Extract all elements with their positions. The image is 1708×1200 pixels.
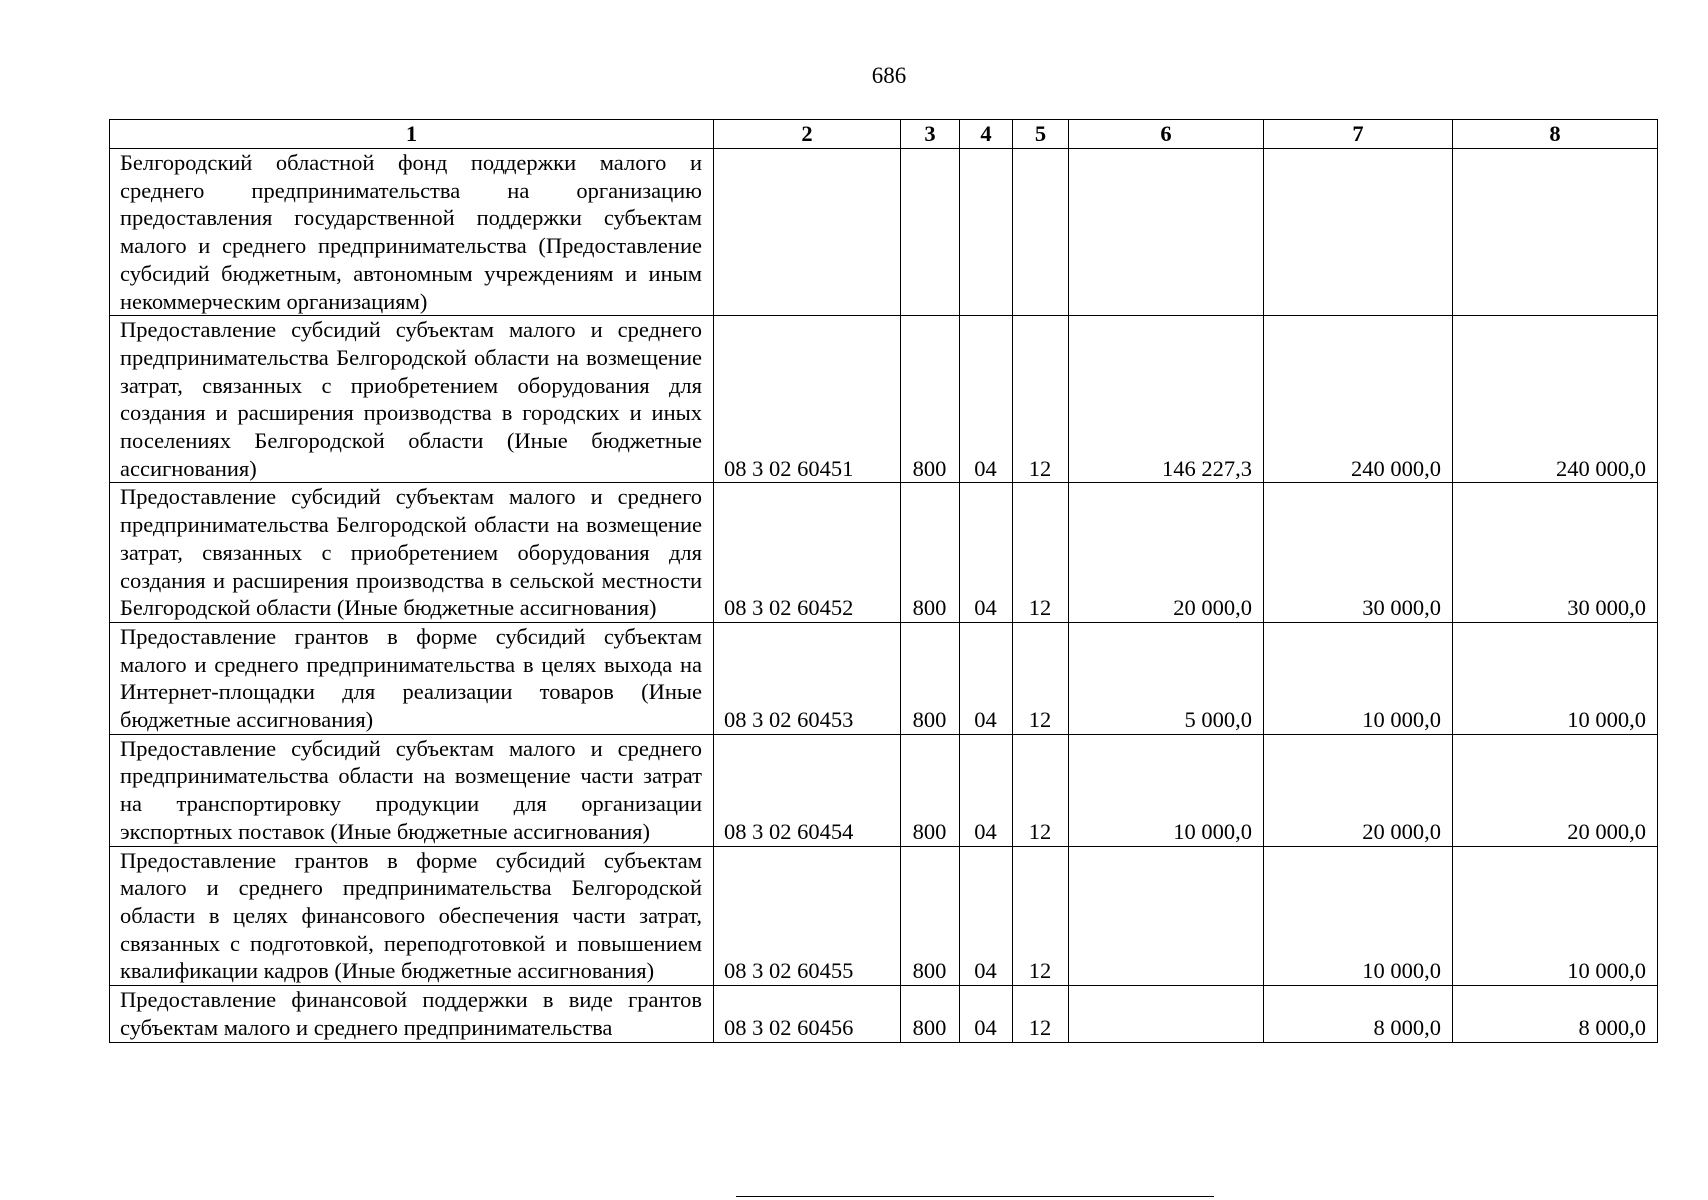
page-number: 686 — [871, 63, 907, 88]
amount-col-7 — [1264, 149, 1453, 316]
amount-col-7: 240 000,0 — [1264, 316, 1453, 483]
table-row — [110, 149, 1658, 316]
column-header: 8 — [1453, 120, 1658, 149]
table-row — [110, 846, 1658, 986]
subsection: 12 — [1013, 622, 1069, 734]
amount-col-6 — [1069, 986, 1264, 1042]
amount-col-6 — [1069, 149, 1264, 316]
subsection: 12 — [1013, 846, 1069, 986]
section: 04 — [960, 483, 1013, 623]
row-description: Предоставление грантов в форме субсидий субъектам малого и среднего предпринимательства в целях выхода на Интернет-площадки для реализации товаров (Иные бюджетные ассигнования) — [110, 622, 714, 734]
amount-col-7: 10 000,0 — [1264, 846, 1453, 986]
expense-type: 800 — [901, 846, 960, 986]
row-description: Предоставление грантов в форме субсидий субъектам малого и среднего предпринимательства Белгородской области в целях финансового обеспечения части затрат, связанных с подготовкой, переподготовкой и повышением квалификации кадров (Иные бюджетные ассигнования) — [110, 846, 714, 986]
amount-col-7: 20 000,0 — [1264, 734, 1453, 846]
table-row — [110, 622, 1658, 734]
amount-col-7: 8 000,0 — [1264, 986, 1453, 1042]
target-code: 08 3 02 60455 — [714, 846, 901, 986]
budget-table — [109, 119, 1658, 1043]
subsection: 12 — [1013, 483, 1069, 623]
column-header: 5 — [1013, 120, 1069, 149]
amount-col-8: 30 000,0 — [1453, 483, 1658, 623]
footer-rule — [736, 1196, 1214, 1197]
expense-type — [901, 149, 960, 316]
section: 04 — [960, 622, 1013, 734]
column-header: 3 — [901, 120, 960, 149]
row-description: Предоставление субсидий субъектам малого и среднего предпринимательства Белгородской области на возмещение затрат, связанных с приобретением оборудования для создания и расширения производства в городских и иных поселениях Белгородской области (Иные бюджетные ассигнования) — [110, 316, 714, 483]
row-description: Предоставление субсидий субъектам малого и среднего предпринимательства области на возмещение части затрат на транспортировку продукции для организации экспортных поставок (Иные бюджетные ассигнования) — [110, 734, 714, 846]
expense-type: 800 — [901, 734, 960, 846]
section: 04 — [960, 986, 1013, 1042]
column-header: 1 — [110, 120, 714, 149]
amount-col-8: 10 000,0 — [1453, 846, 1658, 986]
expense-type: 800 — [901, 316, 960, 483]
subsection: 12 — [1013, 316, 1069, 483]
row-description: Предоставление субсидий субъектам малого и среднего предпринимательства Белгородской области на возмещение затрат, связанных с приобретением оборудования для создания и расширения производства в сельской местности Белгородской области (Иные бюджетные ассигнования) — [110, 483, 714, 623]
subsection — [1013, 149, 1069, 316]
expense-type: 800 — [901, 986, 960, 1042]
column-header: 7 — [1264, 120, 1453, 149]
column-header: 2 — [714, 120, 901, 149]
target-code: 08 3 02 60451 — [714, 316, 901, 483]
amount-col-6: 20 000,0 — [1069, 483, 1264, 623]
expense-type: 800 — [901, 622, 960, 734]
section — [960, 149, 1013, 316]
amount-col-8: 8 000,0 — [1453, 986, 1658, 1042]
amount-col-6: 146 227,3 — [1069, 316, 1264, 483]
amount-col-8 — [1453, 149, 1658, 316]
target-code — [714, 149, 901, 316]
target-code: 08 3 02 60456 — [714, 986, 901, 1042]
subsection: 12 — [1013, 986, 1069, 1042]
table-row — [110, 986, 1658, 1042]
amount-col-6: 10 000,0 — [1069, 734, 1264, 846]
target-code: 08 3 02 60453 — [714, 622, 901, 734]
table-row — [110, 316, 1658, 483]
table-row — [110, 483, 1658, 623]
header-row — [110, 120, 1658, 149]
target-code: 08 3 02 60452 — [714, 483, 901, 623]
target-code: 08 3 02 60454 — [714, 734, 901, 846]
column-header: 4 — [960, 120, 1013, 149]
table-row — [110, 734, 1658, 846]
section: 04 — [960, 846, 1013, 986]
amount-col-7: 30 000,0 — [1264, 483, 1453, 623]
section: 04 — [960, 316, 1013, 483]
column-header: 6 — [1069, 120, 1264, 149]
amount-col-6 — [1069, 846, 1264, 986]
section: 04 — [960, 734, 1013, 846]
row-description: Белгородский областной фонд поддержки малого и среднего предпринимательства на организацию предоставления государственной поддержки субъектам малого и среднего предпринимательства (Предоставление субсидий бюджетным, автономным учреждениям и иным некоммерческим организациям) — [110, 149, 714, 316]
amount-col-8: 10 000,0 — [1453, 622, 1658, 734]
subsection: 12 — [1013, 734, 1069, 846]
amount-col-6: 5 000,0 — [1069, 622, 1264, 734]
amount-col-7: 10 000,0 — [1264, 622, 1453, 734]
expense-type: 800 — [901, 483, 960, 623]
amount-col-8: 240 000,0 — [1453, 316, 1658, 483]
amount-col-8: 20 000,0 — [1453, 734, 1658, 846]
row-description: Предоставление финансовой поддержки в виде грантов субъектам малого и среднего предпринимательства — [110, 986, 714, 1042]
